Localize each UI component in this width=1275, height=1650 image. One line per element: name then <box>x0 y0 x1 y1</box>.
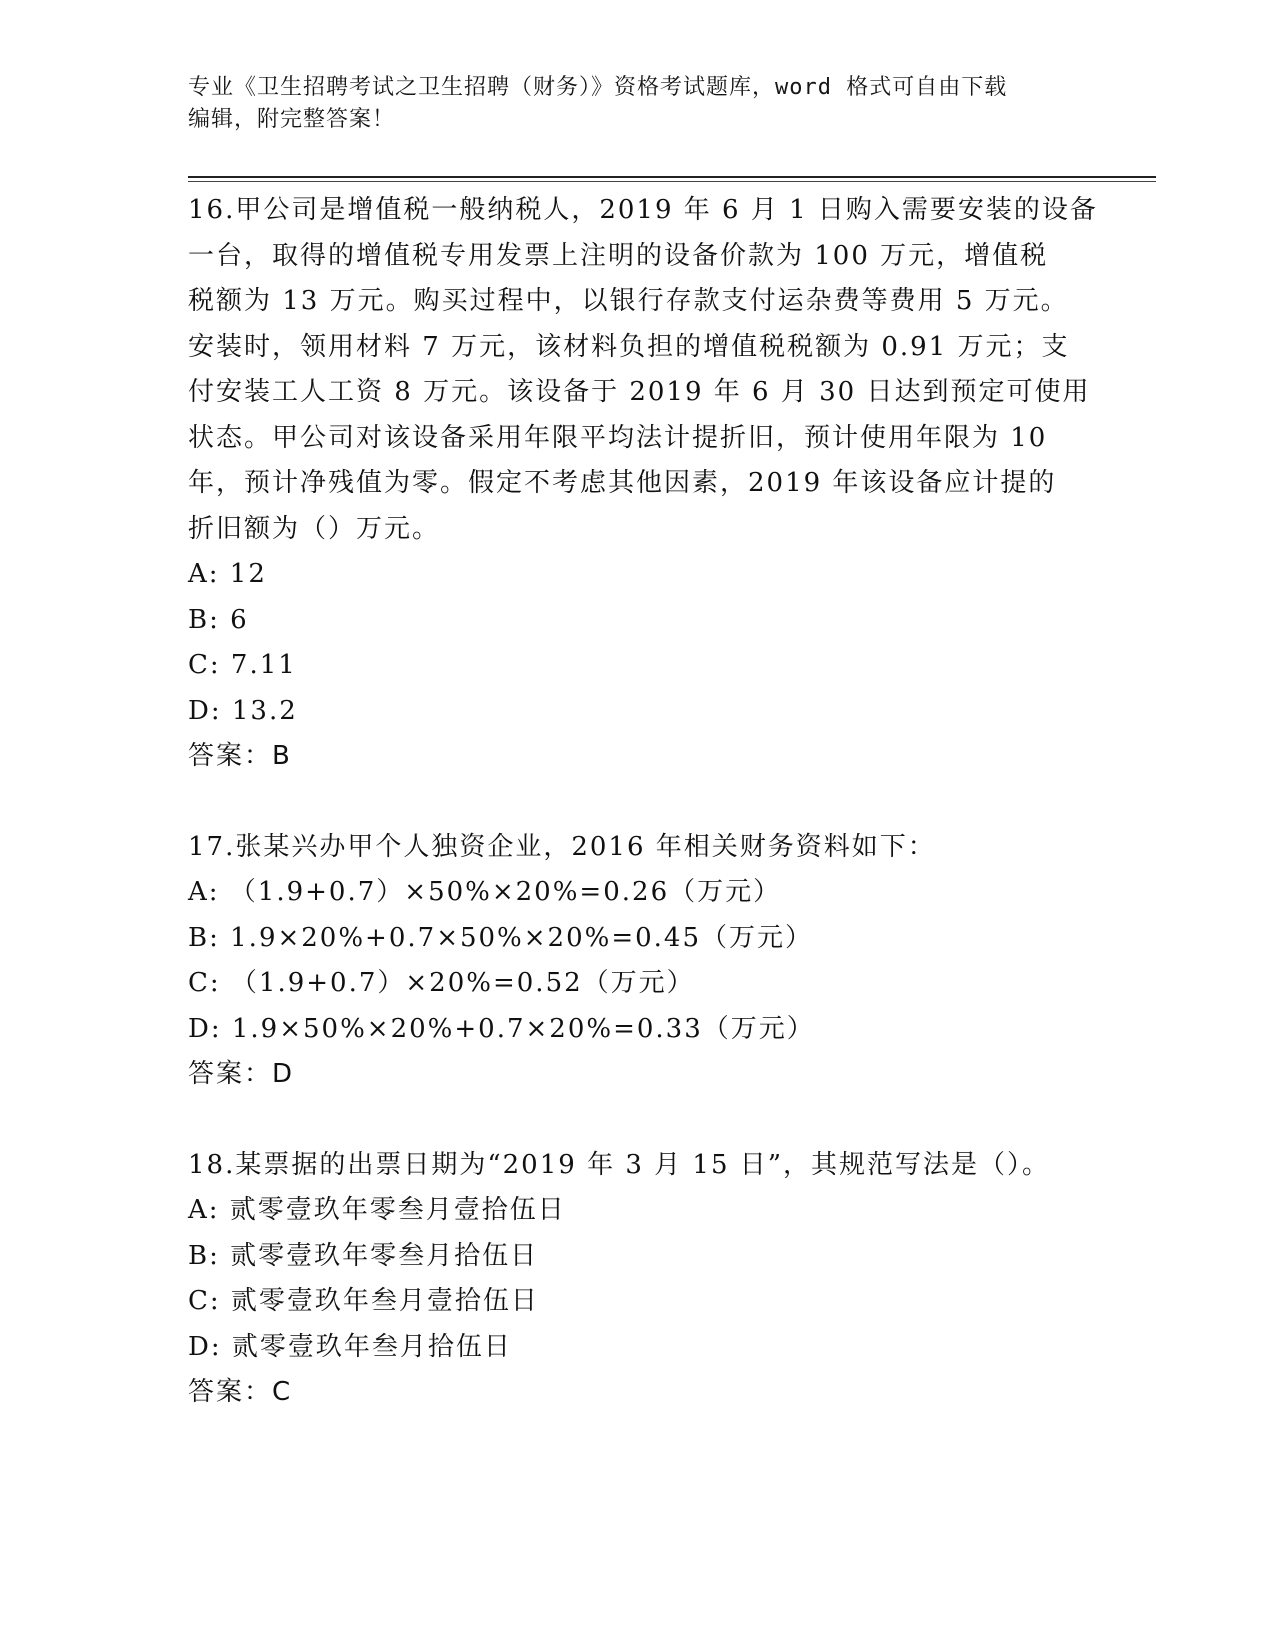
question-stem-line: 税额为 13 万元。购买过程中，以银行存款支付运杂费等费用 5 万元。 <box>188 286 1069 316</box>
question-stem-line: 年，预计净残值为零。假定不考虑其他因素，2019 年该设备应计提的 <box>188 468 1057 498</box>
answer-label: 答案：B <box>188 741 292 771</box>
question-stem-line: 折旧额为（）万元。 <box>188 513 441 544</box>
option-b: B: 贰零壹玖年零叁月拾伍日 <box>188 1240 539 1271</box>
header-divider-thin <box>188 181 1156 182</box>
option-d: D: 13.2 <box>188 695 298 726</box>
question-stem-line: 18.某票据的出票日期为“2019 年 3 月 15 日”，其规范写法是（）。 <box>188 1149 1051 1180</box>
option-d: D: 贰零壹玖年叁月拾伍日 <box>188 1331 512 1362</box>
header-divider-thick <box>188 176 1156 178</box>
question-16 <box>188 188 1098 780</box>
answer-label: 答案：C <box>188 1377 293 1407</box>
header-line-1: 专业《卫生招聘考试之卫生招聘（财务）》资格考试题库，word 格式可自由下载 <box>188 75 1008 100</box>
question-spacer <box>188 780 1088 825</box>
option-a: A: 12 <box>188 559 267 589</box>
question-stem-line: 安装时，领用材料 7 万元，该材料负担的增值税税额为 0.91 万元；支 <box>188 331 1070 362</box>
option-b: B: 1.9×20%+0.7×50%×20%=0.45（万元） <box>188 922 814 953</box>
question-18 <box>188 1143 1088 1416</box>
header-line-2: 编辑，附完整答案！ <box>188 107 396 132</box>
document-header <box>188 72 1068 136</box>
option-a: A: 贰零壹玖年零叁月壹拾伍日 <box>188 1195 566 1225</box>
option-b: B: 6 <box>188 604 249 635</box>
question-spacer <box>188 1098 1088 1143</box>
answer-label: 答案：D <box>188 1059 295 1089</box>
question-stem-line: 状态。甲公司对该设备采用年限平均法计提折旧，预计使用年限为 10 <box>188 422 1048 453</box>
option-a: A: （1.9+0.7）×50%×20%=0.26（万元） <box>188 877 782 907</box>
questions-container <box>188 188 1098 1416</box>
question-stem-line: 16.甲公司是增值税一般纳税人，2019 年 6 月 1 日购入需要安装的设备 <box>188 195 1098 225</box>
question-stem-line: 付安装工人工资 8 万元。该设备于 2019 年 6 月 30 日达到预定可使用 <box>188 377 1091 407</box>
option-c: C: （1.9+0.7）×20%=0.52（万元） <box>188 968 695 998</box>
option-c: C: 7.11 <box>188 650 297 680</box>
question-stem-line: 一台，取得的增值税专用发票上注明的设备价款为 100 万元，增值税 <box>188 240 1049 271</box>
option-c: C: 贰零壹玖年叁月壹拾伍日 <box>188 1286 539 1316</box>
question-17 <box>188 825 1088 1098</box>
option-d: D: 1.9×50%×20%+0.7×20%=0.33（万元） <box>188 1013 815 1044</box>
question-stem-line: 17.张某兴办甲个人独资企业，2016 年相关财务资料如下： <box>188 831 936 862</box>
